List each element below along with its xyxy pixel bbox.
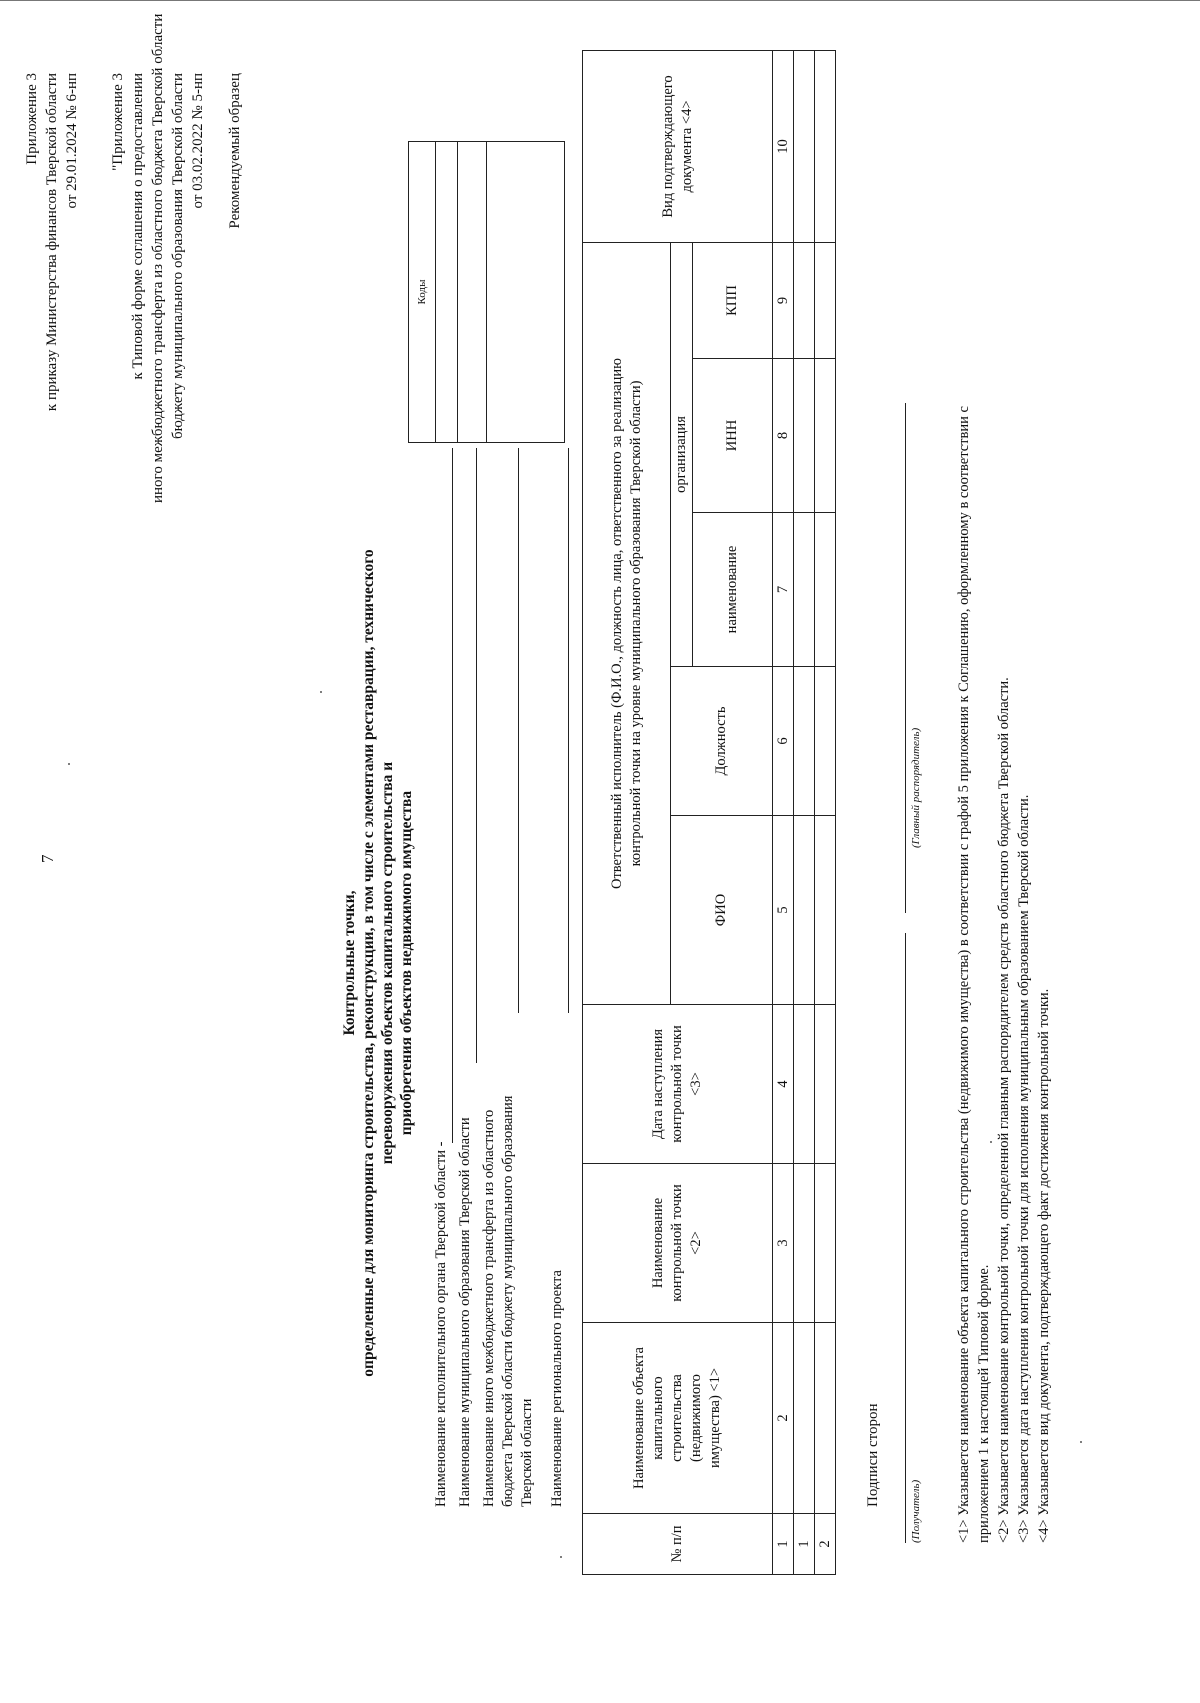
field-transfer-line (518, 448, 519, 1013)
header-date (583, 1005, 773, 1164)
manager-signature-line (905, 403, 906, 913)
footnote-4: <4> Указывается вид документа, подтверждающего факт достижения контрольной точки. (1036, 988, 1052, 1543)
recommended-label: Рекомендуемый образец (227, 73, 243, 229)
table-cell (815, 816, 836, 1005)
footnote-1-line2: приложением 1 к настоящей Типовой форме. (976, 1264, 992, 1543)
table-cell (794, 513, 815, 667)
col-number: 9 (773, 243, 794, 359)
appendix-line2: к приказу Министерства финансов Тверской области (44, 73, 60, 412)
codes-label: Коды (409, 142, 436, 442)
row-number: 2 (815, 1514, 836, 1575)
header-cp-l1: Наименование (650, 1197, 666, 1289)
appendix-line6: иного межбюджетного трансферта из областного бюджета Тверской области (150, 13, 166, 503)
header-resp-l1: Ответственный исполнитель (Ф.И.О., должность лица, ответственного за реализацию (608, 357, 625, 890)
header-kpp: КПП (693, 243, 773, 359)
table-cell (815, 1005, 836, 1164)
footnote-2: <2> Указывается наименование контрольной точки, определенной главным распорядителем средств областного бюджета Тверской области. (996, 677, 1012, 1543)
table-cell (794, 1323, 815, 1514)
document-title (340, 533, 416, 1393)
table-cell (815, 1164, 836, 1323)
recipient-signature-line (905, 933, 906, 1543)
header-object-l3: строительства (669, 1374, 685, 1462)
header-fio: ФИО (671, 816, 773, 1005)
header-num: № п/п (583, 1514, 773, 1575)
appendix-line1: Приложение 3 (24, 73, 40, 165)
appendix-line5: к Типовой форме соглашения о предоставлении (130, 73, 146, 380)
header-date-l2: контрольной точки (669, 1025, 685, 1143)
field-municipality-line (476, 448, 477, 1063)
header-object-l5: имущества) <1> (707, 1367, 723, 1469)
header-responsible (583, 243, 671, 1005)
col-number: 5 (773, 816, 794, 1005)
table-cell (815, 667, 836, 816)
scan-speck (1080, 1441, 1082, 1443)
codes-box (408, 141, 565, 443)
header-control-point (583, 1164, 773, 1323)
header-cp-l2: контрольной точки (669, 1184, 685, 1302)
table-cell (794, 51, 815, 243)
table-cell (815, 1323, 836, 1514)
header-object-l4: (недвижимого (688, 1374, 704, 1462)
codes-row-2 (486, 142, 487, 442)
table-row (815, 51, 836, 1575)
footnote-3: <3> Указывается дата наступления контрольной точки для исполнения муниципальным образованием Тверской области. (1016, 794, 1032, 1543)
field-transfer-l1: Наименование иного межбюджетного трансферта из областного (481, 1109, 497, 1507)
header-resp-l2: контрольной точки на уровне муниципального образования Тверской области) (627, 380, 644, 867)
field-transfer-l3: Тверской области (519, 1398, 535, 1507)
signatures-title: Подписи сторон (865, 1403, 881, 1507)
header-object-l2: капитального (650, 1376, 666, 1460)
appendix-line7: бюджету муниципального образования Тверской области (170, 73, 186, 439)
column-number-row (773, 51, 794, 1575)
table-cell (794, 816, 815, 1005)
manager-caption: (Главный распорядитель) (910, 727, 922, 848)
header-doc-l1: Вид подтверждающего (659, 75, 676, 218)
col-number: 2 (773, 1323, 794, 1514)
scan-speck (990, 1141, 992, 1143)
title-line1: Контрольные точки, (341, 890, 358, 1036)
table-cell (815, 513, 836, 667)
header-position: Должность (671, 667, 773, 816)
appendix-block-1 (22, 73, 82, 503)
col-number: 1 (773, 1514, 794, 1575)
field-municipality: Наименование муниципального образования Тверской области (457, 1117, 473, 1507)
appendix-block-2 (108, 13, 208, 503)
header-date-l3: <3> (688, 1072, 704, 1096)
recipient-caption: (Получатель) (910, 1479, 922, 1543)
header-org-name: наименование (693, 513, 773, 667)
header-object-l1: Наименование объекта (631, 1347, 647, 1489)
codes-row-1 (457, 142, 458, 442)
header-doc-l2: документа <4> (678, 100, 695, 193)
header-document (583, 51, 773, 243)
appendix-line8: от 03.02.2022 № 5-нп (190, 73, 206, 209)
table-cell (794, 1164, 815, 1323)
table-cell (815, 51, 836, 243)
appendix-line4: "Приложение 3 (110, 73, 126, 171)
table-cell (794, 359, 815, 513)
header-organization: организация (671, 243, 693, 667)
scan-speck (320, 691, 322, 693)
footnote-1-line1: <1> Указывается наименование объекта капитального строительства (недвижимого имущества) в соответствии с графой 5 приложения к Соглашению, оформленному в соответствии с (956, 406, 972, 1543)
control-points-table (582, 50, 836, 1575)
recommended-sample (225, 73, 245, 503)
table-cell (794, 1005, 815, 1164)
col-number: 7 (773, 513, 794, 667)
scan-speck (560, 1556, 562, 1558)
header-cp-l3: <2> (688, 1231, 704, 1255)
table-cell (794, 243, 815, 359)
field-transfer-l2: бюджета Тверской области бюджету муниципального образования (500, 1095, 516, 1507)
col-number: 10 (773, 51, 794, 243)
scan-speck (68, 763, 70, 765)
field-exec-body: Наименование исполнительного органа Тверской области - (433, 1141, 449, 1507)
header-date-l1: Дата наступления (650, 1028, 666, 1140)
table-cell (794, 667, 815, 816)
header-inn: ИНН (693, 359, 773, 513)
field-exec-body-line (452, 448, 453, 1143)
title-line2: определенные для мониторинга строительства, реконструкции, в том числе с элементами реставрации, технического перевооружения объектов капитального строительства и (360, 549, 396, 1377)
scan-edge (0, 0, 1200, 1)
table-row (794, 51, 815, 1575)
col-number: 8 (773, 359, 794, 513)
col-number: 6 (773, 667, 794, 816)
header-object (583, 1323, 773, 1514)
row-number: 1 (794, 1514, 815, 1575)
field-project: Наименование регионального проекта (549, 1270, 565, 1507)
col-number: 4 (773, 1005, 794, 1164)
table-cell (815, 359, 836, 513)
title-line3: приобретения объектов недвижимого имущества (398, 790, 415, 1136)
table-cell (815, 243, 836, 359)
appendix-line3: от 29.01.2024 № 6-нп (64, 73, 80, 209)
col-number: 3 (773, 1164, 794, 1323)
page-number: 7 (38, 854, 57, 863)
field-project-line (568, 448, 569, 1013)
